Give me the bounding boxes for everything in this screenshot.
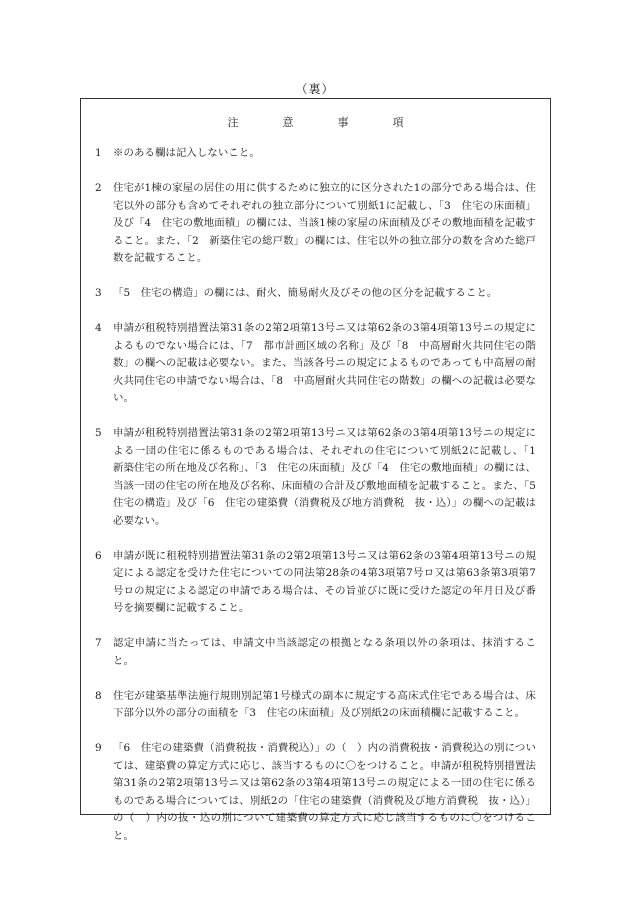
note-number: 8	[95, 689, 102, 702]
note-item-3	[95, 285, 536, 303]
note-item-5	[95, 425, 547, 530]
note-number: 6	[95, 549, 102, 562]
note-number: 5	[95, 427, 102, 439]
notes-box	[80, 98, 551, 842]
note-text: 申請が租税特別措置法第31条の2第2項第13号ニ又は第62条の3第4項第13号ニの規定によるものでない場合には、「7 都市計画区域の名称」及び「8 中高層耐火共同住宅の階数」の欄への記載は必要ない。また、当該各号ニの規定によるものであっても中高層の耐火共同住宅の申請でない場合は、「8 中高層耐火共同住宅の階数」の欄への記載は必要ない。	[113, 322, 536, 404]
note-number: 4	[95, 322, 102, 334]
notes-title-char: 事	[337, 116, 349, 129]
note-number: 3	[95, 287, 102, 299]
note-text: 申請が租税特別措置法第31条の2第2項第13号ニ又は第62条の3第4項第13号ニの規定による一団の住宅に係るものである場合は、それぞれの住宅について別紙2に記載し、「1 新築住宅の所在地及び名称」、「3 住宅の床面積」及び「4 住宅の敷地面積」の欄には、当該一団の住宅の所在地及び名称、床面積の合計及び敷地面積を記載すること。また、「5 住宅の構造」及び「6 住宅の建築費（消費税及び地方消費税 抜・込）」の欄への記載は必要ない。	[113, 427, 547, 527]
note-text: ※のある欄は記入しないこと。	[113, 147, 260, 159]
note-item-4	[95, 320, 536, 408]
note-item-2	[95, 180, 536, 268]
note-text: 住宅が1棟の家屋の居住の用に供するために独立的に区分された1の部分である場合は、住宅以外の部分も含めてそれぞれの独立部分について別紙1に記載し、「3 住宅の床面積」及び「4 住宅の敷地面積」の欄には、当該1棟の家屋の床面積及びその敷地面積を記載すること。また、「2 新築住宅の総戸数」の欄には、住宅以外の独立部分の数を含めた総戸数を記載すること。	[113, 182, 536, 264]
note-number: 9	[95, 742, 102, 754]
note-text: 申請が既に租税特別措置法第31条の2第2項第13号ニ又は第62条の3第4項第13号ニの規定による認定を受けた住宅についての同法第28条の4第3項第7号ロ又は第63条第3項第7号ロの規定による認定の申請である場合は、その旨並びに既に受けた認定の年月日及び番号を摘要欄に記載すること。	[113, 549, 536, 614]
note-item-7	[95, 635, 536, 670]
notes-list	[95, 145, 547, 863]
notes-title-char: 意	[282, 116, 294, 129]
note-text: 住宅が建築基準法施行規則別記第1号様式の副本に規定する高床式住宅である場合は、床下部分以外の部分の面積を「3 住宅の床面積」及び別紙2の床面積欄に記載すること。	[113, 689, 536, 719]
note-text: 「6 住宅の建築費（消費税抜・消費税込）」の（ ）内の消費税抜・消費税込の別については、建築費の算定方式に応じ、該当するものに〇をつけること。申請が租税特別措置法第31条の2第2項第13号ニ又は第62条の3第4項第13号ニの規定による一団の住宅に係るものである場合については、別紙2の「住宅の建築費（消費税及び地方消費税 抜・込）」の（ ）内の抜・込の別について建築費の算定方式に応じ該当するものに〇をつけること。	[113, 742, 536, 842]
notes-title	[81, 114, 550, 130]
note-number: 7	[95, 637, 102, 649]
notes-title-char: 注	[227, 116, 239, 129]
note-text: 「5 住宅の構造」の欄には、耐火、簡易耐火及びその他の区分を記載すること。	[113, 287, 498, 299]
note-item-1	[95, 145, 536, 163]
note-number: 2	[95, 182, 102, 194]
notes-title-char: 項	[392, 116, 404, 129]
note-text: 認定申請に当たっては、申請文中当該認定の根拠となる条項以外の条項は、抹消すること。	[113, 637, 536, 667]
note-item-9	[95, 740, 536, 845]
page-heading: （裏）	[295, 82, 335, 96]
note-number: 1	[95, 147, 102, 159]
note-item-8	[95, 688, 536, 723]
note-item-6	[95, 548, 536, 618]
